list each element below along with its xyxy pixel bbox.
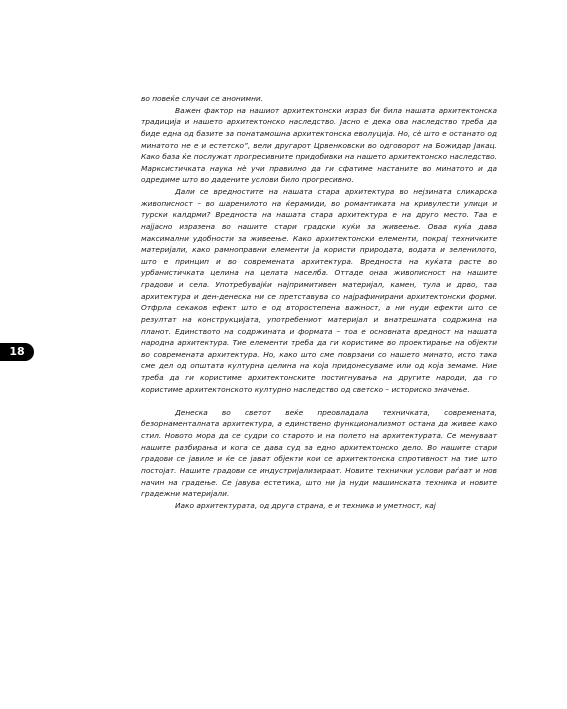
paragraph-1: во повеќе случаи се анонимни. [141,94,264,103]
paragraph-3: Дали се вредностите на нашата стара архитектура во нејзината сликарска живописност – во шаренилото на ќерамиди, во романтиката на кривулести улици и турски калдрми? Вредноста на нашата стара архитектура е на друго место. Таа е најјасно изразена во нашите стари градски куќи за живеење. Оваа куќа дава максимални удобности за живеење. Како архитектонски елементи, покрај техничките материјали, како рамноправни елементи ја користи природата, водата и зеленилото, што е принцип и во современата архитектура. Вредноста на куќата расте во урбанистичката целина на целата населба. Оттаде онаа живописност на нашите градови и села. Употребувајќи најпримитивен материјал, камен, тула и дрво, таа архитектура и ден-денеска ни се претставува со најрафинирани архитектонски форми. Отфрла секаков ефект што е од второстепена важност, а ни нуди ефекти што се резултат на конструкцијата, употребениот материјал и внатрешната содржина на планот. Единството на содржината и формата – тоа е основната вредност на нашата народна архитектура. Тие елементи треба да ги користиме во проектирање на објекти во современата архитектура. Но, како што сме поврзани со нашето минато, исто така сме дел од општата културна целина на која придонесуваме или од која земаме. Ние треба да ги користиме архитектонските постигнувања на другите народи, да го користиме архитектонското културно наследство од светско – историско значење. [141,187,497,394]
page-number: 18 [0,343,34,361]
body-text [141,93,497,511]
paragraph-4: Денеска во светот веќе преовладала техничката, современата, безорнаменталната архитектура, а единствено функционализмот остана да живее како стил. Новото мора да се судри со старото и на полето на архитектурата. Се менуваат нашите разбирања и кога се дава суд за едно архитектонско дело. Во нашите стари градови се јавиле и ќе се јават објекти кои се архитектонска спротивност на тие што постојат. Нашите градови се индустријализираат. Новите технички услови раѓаат и нов начин на градење. Се јавува естетика, што ни ја нуди машинската техника и новите градежни материјали. [141,407,497,499]
paragraph-gap [141,395,497,407]
paragraph-5: Иако архитектурата, од друга страна, е и техника и уметност, кај [175,500,436,510]
paragraph-2: Важен фактор на нашиот архитектонски израз би била нашата архитектонска традиција и нашето архитектонско наследство. Јасно е дека ова наследство треба да биде една од базите за понатамошна архитектонска еволуција. Но, сѐ што е останато од минатото не е и естетско”, вели другарот Црвенковски во одговорот на Божидар Јакац. Како база ќе послужат прогресивните придобивки на нашето архитектонско наследство. Марксистичката наука нѐ учи правилно да ги сфатиме настаните во минатото и да одредиме што во дадените услови било прогресивно. [141,105,497,185]
